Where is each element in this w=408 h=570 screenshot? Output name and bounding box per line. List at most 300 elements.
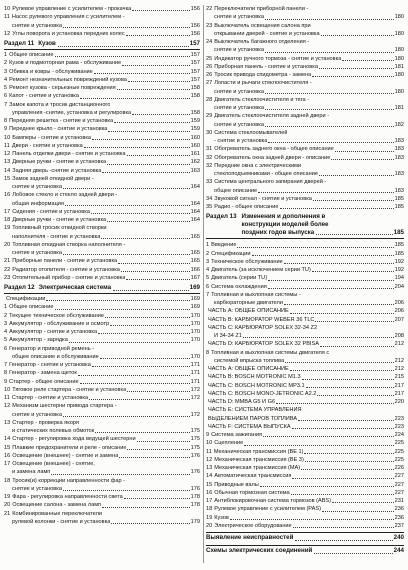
entry-title: ЧАСТЬ D: MMBA G5 И G6 xyxy=(208,399,276,405)
leader-dots xyxy=(110,325,190,326)
entry-number: 6 xyxy=(4,93,8,100)
entry-number: 24 xyxy=(206,39,213,45)
toc-entry[interactable] xyxy=(4,216,200,224)
toc-entry[interactable] xyxy=(4,369,200,377)
leader-dots xyxy=(102,172,189,173)
entry-number: 28 xyxy=(206,96,213,103)
leader-dots xyxy=(244,445,393,446)
entry-number: 26 xyxy=(206,72,213,78)
toc-entry[interactable] xyxy=(4,208,200,216)
toc-entry[interactable] xyxy=(4,477,200,485)
entry-page: 207 xyxy=(394,316,404,323)
toc-entry[interactable] xyxy=(4,493,200,501)
entry-title: Кузов xyxy=(214,514,229,521)
toc-entry[interactable] xyxy=(4,101,200,109)
leader-dots xyxy=(127,391,189,392)
toc-entry-continuation[interactable] xyxy=(206,121,404,129)
toc-entry-continuation[interactable] xyxy=(206,357,404,365)
toc-entry[interactable] xyxy=(4,402,200,410)
entry-page: 161 xyxy=(190,151,200,157)
entry-page: 172 xyxy=(190,395,200,401)
toc-entry[interactable] xyxy=(206,481,404,489)
toc-entry[interactable] xyxy=(206,324,404,332)
entry-page: 156 xyxy=(190,30,200,37)
leader-dots xyxy=(126,35,190,36)
toc-entry[interactable] xyxy=(206,390,404,398)
toc-entry[interactable] xyxy=(206,112,404,120)
entry-page: 180 xyxy=(394,14,404,21)
entry-page: 180 xyxy=(394,88,404,95)
toc-entry[interactable] xyxy=(206,406,404,414)
entry-number: 23 xyxy=(4,274,11,281)
toc-entry-continuation[interactable] xyxy=(4,468,200,476)
toc-entry[interactable] xyxy=(206,472,404,480)
entry-page: 176 xyxy=(190,469,200,476)
entry-number: 4 xyxy=(4,76,8,83)
entry-number: 17 xyxy=(4,461,11,467)
entry-page: 185 xyxy=(394,242,404,249)
leader-dots xyxy=(331,159,393,160)
toc-entry[interactable] xyxy=(4,444,200,452)
leader-dots xyxy=(124,498,190,499)
leader-dots xyxy=(304,453,393,454)
leader-dots xyxy=(295,540,392,541)
toc-entry-continuation[interactable] xyxy=(4,427,200,435)
toc-entry[interactable] xyxy=(4,13,200,21)
toc-entry[interactable] xyxy=(4,92,200,100)
entry-page: 212 xyxy=(394,366,404,372)
toc-entry-continuation[interactable] xyxy=(4,109,200,117)
entry-title: Система зажигания xyxy=(211,432,263,438)
toc-footer-wiring[interactable] xyxy=(206,545,404,556)
toc-entry[interactable] xyxy=(206,145,404,153)
leader-dots xyxy=(122,65,190,66)
toc-entry[interactable] xyxy=(206,489,404,497)
leader-dots xyxy=(58,46,189,47)
entry-number: 1 xyxy=(4,304,8,311)
toc-entry[interactable] xyxy=(206,79,404,87)
entry-title: Замок капота и тросик дистанционного xyxy=(9,101,111,108)
leader-dots xyxy=(117,89,190,90)
entry-title: Приводные валы xyxy=(214,481,259,488)
toc-entry[interactable] xyxy=(206,195,404,203)
leader-dots xyxy=(137,441,190,442)
entry-number: 16 xyxy=(206,489,213,496)
toc-entry-continuation[interactable] xyxy=(206,137,404,145)
leader-dots xyxy=(89,399,190,400)
toc-entry[interactable] xyxy=(206,514,404,522)
entry-title: Дверные ручки - снятие и установка xyxy=(12,217,107,223)
entry-title: Выключатель освещения салона при xyxy=(214,22,311,29)
toc-footer-troubleshooting[interactable] xyxy=(206,532,404,543)
toc-entry-continuation[interactable] xyxy=(206,187,404,195)
toc-entry[interactable] xyxy=(4,320,200,328)
toc-entry[interactable] xyxy=(4,345,200,353)
toc-entry[interactable] xyxy=(4,224,200,232)
entry-title: снятие и установка xyxy=(214,14,264,21)
toc-entry-continuation[interactable] xyxy=(206,88,404,96)
toc-list-right xyxy=(206,5,404,530)
leader-dots xyxy=(63,27,190,28)
toc-entry[interactable] xyxy=(206,241,404,249)
toc-entry[interactable] xyxy=(206,38,404,46)
leader-dots xyxy=(313,200,394,201)
entry-number: 20 xyxy=(4,502,11,509)
entry-number: 19 xyxy=(4,225,11,232)
entry-page: 163 xyxy=(190,167,200,174)
toc-entry[interactable] xyxy=(4,158,200,166)
leader-dots xyxy=(319,68,394,69)
toc-entry-continuation[interactable] xyxy=(206,299,404,307)
toc-entry[interactable] xyxy=(206,154,404,162)
entry-number: 18 xyxy=(4,217,11,223)
entry-number: 10 xyxy=(4,6,11,12)
entry-title: управления -снятие, установка и регулировка xyxy=(12,109,132,116)
leader-dots xyxy=(51,474,189,475)
toc-entry[interactable] xyxy=(206,456,404,464)
toc-entry[interactable] xyxy=(4,303,200,311)
entry-page: 167 xyxy=(190,274,200,281)
leader-dots xyxy=(243,337,394,338)
entry-title: Стартер - снятие и установка xyxy=(11,395,89,401)
section-page: 185 xyxy=(393,229,404,237)
entry-page: 165 xyxy=(190,233,200,240)
entry-title: общее описание xyxy=(214,187,258,194)
entry-title: Система стеклоомывателей xyxy=(214,129,288,136)
toc-entry[interactable] xyxy=(206,250,404,258)
toc-entry-continuation[interactable] xyxy=(4,183,200,191)
entry-title: Топливная и выхлопная системы двигателя с xyxy=(211,349,330,356)
entry-number: 5 xyxy=(4,337,8,344)
entry-page: 157 xyxy=(190,76,200,83)
toc-entry[interactable] xyxy=(206,349,404,357)
leader-dots xyxy=(284,304,394,305)
entry-title: Стартер - общее описание xyxy=(9,378,79,385)
entry-page: 227 xyxy=(394,473,404,480)
entry-title: Комбинированные переключатели xyxy=(12,510,102,517)
toc-entry-continuation[interactable] xyxy=(206,104,404,112)
leader-dots xyxy=(98,333,190,334)
toc-entry[interactable] xyxy=(4,167,200,175)
leader-dots xyxy=(284,263,394,264)
toc-section-heading[interactable] xyxy=(4,39,200,50)
entry-title: снятие и установка xyxy=(214,47,264,54)
toc-entry[interactable] xyxy=(4,76,200,84)
entry-page: 175 xyxy=(190,428,200,434)
toc-entry[interactable] xyxy=(206,373,404,381)
entry-title: ЧАСТЬ D: КАРБЮРАТОР SOLEX 32 PBISA xyxy=(208,341,319,348)
leader-dots xyxy=(317,395,393,396)
leader-dots xyxy=(252,255,394,256)
toc-entry-continuation[interactable] xyxy=(4,22,200,30)
leader-dots xyxy=(298,420,394,421)
leader-dots xyxy=(292,478,393,479)
toc-entry[interactable] xyxy=(4,257,200,265)
entry-page: 165 xyxy=(190,250,200,256)
toc-entry-continuation[interactable] xyxy=(206,46,404,54)
entry-number: 3 xyxy=(206,258,210,265)
entry-title: и статических полевых обмоток xyxy=(12,428,95,434)
entry-title: Обычная тормозная система xyxy=(214,489,290,496)
leader-dots xyxy=(63,188,190,189)
toc-entry[interactable] xyxy=(206,316,404,324)
entry-title: Общее описание xyxy=(9,304,54,311)
entry-page: 182 xyxy=(394,121,404,128)
entry-title: Панель отделки двери - снятие и установка xyxy=(12,151,126,157)
leader-dots xyxy=(69,342,190,343)
entry-page: 164 xyxy=(190,200,200,207)
entry-page: 164 xyxy=(190,184,200,190)
toc-entry[interactable] xyxy=(206,71,404,79)
toc-entry[interactable] xyxy=(4,125,200,133)
entry-page: 212 xyxy=(394,357,404,364)
entry-number: 8 xyxy=(4,370,8,377)
entry-title: Радиатор отопителя - снятие и установка xyxy=(12,266,120,273)
leader-dots xyxy=(46,300,189,301)
toc-entry-continuation[interactable] xyxy=(206,170,404,178)
toc-entry[interactable] xyxy=(206,448,404,456)
entry-title: Обогреватель окна задней двери - описание xyxy=(214,154,331,161)
toc-entry[interactable] xyxy=(4,394,200,402)
entry-number: 9 xyxy=(206,432,210,438)
toc-entry[interactable] xyxy=(206,307,404,315)
entry-title: ЧАСТЬ В: BOSCH MOTRONIC M1.3 xyxy=(208,374,301,381)
entry-title: Механизм шестерни привода стартера - xyxy=(12,403,117,410)
entry-number: 32 xyxy=(206,162,213,169)
toc-entry[interactable] xyxy=(206,266,404,274)
entry-page: 231 xyxy=(394,498,404,504)
entry-title: Двери - снятие и установка xyxy=(11,142,83,149)
entry-number: 29 xyxy=(206,113,213,120)
leader-dots xyxy=(285,362,393,363)
toc-entry[interactable] xyxy=(206,505,404,513)
toc-entry[interactable] xyxy=(4,386,200,394)
toc-entry-continuation[interactable] xyxy=(4,249,200,257)
toc-entry[interactable] xyxy=(4,266,200,274)
entry-title: Переднее крыло - снятие и установка xyxy=(9,126,108,133)
entry-number: 15 xyxy=(4,175,11,182)
entry-title: Обивка и ковры - обслуживание xyxy=(9,68,93,75)
toc-section-heading[interactable] xyxy=(4,283,200,294)
toc-entry[interactable] xyxy=(4,175,200,183)
entry-page: 181 xyxy=(394,63,404,70)
entry-number: 11 xyxy=(4,14,10,21)
entry-page: 157 xyxy=(190,68,200,75)
toc-entry[interactable] xyxy=(4,336,200,344)
toc-entry[interactable] xyxy=(4,68,200,76)
toc-entry[interactable] xyxy=(206,162,404,170)
toc-entry[interactable] xyxy=(206,423,404,431)
entry-title: Спецификации xyxy=(6,296,46,302)
entry-title: Механическая трансмиссия (ВЕ 1) xyxy=(213,448,304,455)
leader-dots xyxy=(293,527,394,528)
toc-entry[interactable] xyxy=(4,274,200,282)
leader-dots xyxy=(101,238,189,239)
toc-entry[interactable] xyxy=(206,22,404,30)
toc-entry[interactable] xyxy=(206,178,404,186)
toc-entry[interactable] xyxy=(4,460,200,468)
leader-dots xyxy=(107,164,189,165)
footer-page: 244 xyxy=(393,547,404,554)
toc-entry-continuation[interactable] xyxy=(4,200,200,208)
toc-entry[interactable] xyxy=(206,283,404,291)
entry-title: ЧАСТЬ F: СИСТЕМА ВЫПУСКА xyxy=(208,423,291,430)
toc-entry[interactable] xyxy=(4,501,200,509)
toc-entry[interactable] xyxy=(4,241,200,249)
entry-number: 14 xyxy=(206,473,213,480)
toc-entry[interactable] xyxy=(4,328,200,336)
toc-entry[interactable] xyxy=(206,96,404,104)
toc-entry[interactable] xyxy=(206,274,404,282)
entry-page: 183 xyxy=(394,146,404,153)
entry-number: 27 xyxy=(206,80,213,87)
toc-entry[interactable] xyxy=(206,398,404,406)
entry-page: 175 xyxy=(190,444,200,451)
entry-page: 159 xyxy=(190,118,200,124)
toc-entry[interactable] xyxy=(206,258,404,266)
toc-entry[interactable] xyxy=(4,312,200,320)
entry-number: 20 xyxy=(4,241,11,248)
toc-entry[interactable] xyxy=(4,361,200,369)
toc-entry-continuation[interactable] xyxy=(206,13,404,21)
toc-entry[interactable] xyxy=(4,510,200,518)
toc-entry[interactable] xyxy=(206,5,404,13)
column-divider xyxy=(203,5,204,563)
toc-entry[interactable] xyxy=(4,51,200,59)
toc-entry[interactable] xyxy=(4,134,200,142)
toc-entry[interactable] xyxy=(206,439,404,447)
toc-entry[interactable] xyxy=(206,382,404,390)
entry-number: 7 xyxy=(4,362,8,368)
toc-entry[interactable] xyxy=(206,497,404,505)
leader-dots xyxy=(315,321,393,322)
entry-title: Звуковой сигнал - снятие и установка xyxy=(214,195,312,202)
toc-entry[interactable] xyxy=(4,30,200,38)
toc-entry[interactable] xyxy=(4,452,200,460)
entry-title: Освещение (внешнее) - снятие, xyxy=(12,461,95,467)
toc-entry[interactable] xyxy=(206,522,404,530)
entry-number: 22 xyxy=(206,6,213,12)
entry-page: 183 xyxy=(394,138,404,144)
leader-dots xyxy=(342,60,393,61)
toc-entry[interactable] xyxy=(206,203,404,211)
entry-page: 212 xyxy=(394,341,404,348)
entry-title: Генератор и приводной ремень - xyxy=(9,345,95,352)
toc-entry[interactable] xyxy=(206,431,404,439)
toc-section-heading[interactable] xyxy=(206,213,404,239)
entry-number: 11 xyxy=(4,395,10,401)
toc-entry-continuation[interactable] xyxy=(206,30,404,38)
toc-entry-continuation[interactable] xyxy=(4,485,200,493)
entry-title: Дверные ручки - снятие и установка xyxy=(12,159,107,166)
entry-number: 8 xyxy=(206,349,210,356)
toc-entry[interactable] xyxy=(4,378,200,386)
entry-number: 32 xyxy=(206,154,213,161)
toc-entry[interactable] xyxy=(4,435,200,443)
toc-entry-continuation[interactable] xyxy=(4,233,200,241)
leader-dots xyxy=(316,234,392,235)
entry-number: 17 xyxy=(4,208,11,215)
toc-entry[interactable] xyxy=(206,340,404,348)
entry-title: Аккумулятор - снятие и установка xyxy=(9,329,98,335)
entry-title: Сцепление xyxy=(214,440,244,447)
entry-page: 157 xyxy=(190,52,200,58)
entry-page: 204 xyxy=(394,283,404,290)
toc-entry[interactable] xyxy=(206,55,404,63)
toc-entry[interactable] xyxy=(4,84,200,92)
entry-title: карбюраторные двигатели xyxy=(214,300,283,306)
entry-title: Автоматическая трансмиссия xyxy=(214,473,292,480)
toc-entry[interactable] xyxy=(206,415,404,423)
toc-entry[interactable] xyxy=(4,142,200,150)
toc-entry[interactable] xyxy=(206,63,404,71)
entry-title: Двигатель стеклоочистителя задней двери - xyxy=(214,113,330,120)
entry-number: 6 xyxy=(206,283,210,290)
leader-dots xyxy=(127,449,189,450)
entry-title: Спецификации xyxy=(211,250,251,257)
entry-title: - снятие и установка xyxy=(214,138,268,144)
leader-dots xyxy=(332,502,394,503)
toc-entry[interactable] xyxy=(4,295,200,303)
toc-entry[interactable] xyxy=(206,365,404,373)
toc-entry[interactable] xyxy=(206,129,404,137)
entry-page: 208 xyxy=(394,333,404,339)
leader-dots xyxy=(92,366,190,367)
entry-title: Передняя решетка - снятие и установка xyxy=(9,118,114,124)
entry-number: 2 xyxy=(206,250,210,257)
toc-entry-continuation[interactable] xyxy=(4,353,200,361)
leader-dots xyxy=(290,313,394,314)
entry-page: 185 xyxy=(394,204,404,210)
entry-title: ЧАСТЬ А: ОБЩЕЕ ОПИСАНИЕ xyxy=(208,308,289,315)
entry-number: 3 xyxy=(4,68,8,75)
toc-entry-continuation[interactable] xyxy=(4,518,200,526)
entry-title: открывании дверей - снятие и установка xyxy=(214,30,320,37)
entry-number: 10 xyxy=(4,134,11,141)
entry-page: 185 xyxy=(394,195,404,202)
toc-entry[interactable] xyxy=(4,150,200,158)
leader-dots xyxy=(118,263,190,264)
leader-dots xyxy=(265,109,394,110)
entry-page: 160 xyxy=(190,142,200,149)
entry-number: 10 xyxy=(206,440,213,447)
entry-page: 156 xyxy=(190,6,200,12)
toc-entry[interactable] xyxy=(206,291,404,299)
entry-number: 3 xyxy=(4,320,8,327)
entry-title: Углы поворота и установка передних колес xyxy=(12,30,125,37)
toc-entry-continuation[interactable] xyxy=(206,332,404,340)
toc-entry[interactable] xyxy=(206,464,404,472)
toc-entry[interactable] xyxy=(4,5,200,13)
entry-page: 171 xyxy=(190,370,200,377)
toc-entry[interactable] xyxy=(4,419,200,427)
toc-entry-continuation[interactable] xyxy=(4,411,200,419)
section-label: Раздел 11 xyxy=(4,40,35,47)
entry-title: Рулевое управление с усилителем (PAS) xyxy=(214,506,321,513)
entry-number: 23 xyxy=(206,22,213,29)
entry-title: Передние окна с электрическими xyxy=(214,162,302,169)
entry-number: 18 xyxy=(4,477,11,484)
leader-dots xyxy=(55,56,190,57)
entry-page: 183 xyxy=(394,154,404,161)
toc-entry[interactable] xyxy=(4,117,200,125)
leader-dots xyxy=(121,271,190,272)
leader-dots xyxy=(63,254,190,255)
entry-title: Двигатель (серии TU) xyxy=(211,275,268,282)
leader-dots xyxy=(319,175,394,176)
toc-entry[interactable] xyxy=(4,59,200,67)
toc-entry[interactable] xyxy=(4,191,200,199)
